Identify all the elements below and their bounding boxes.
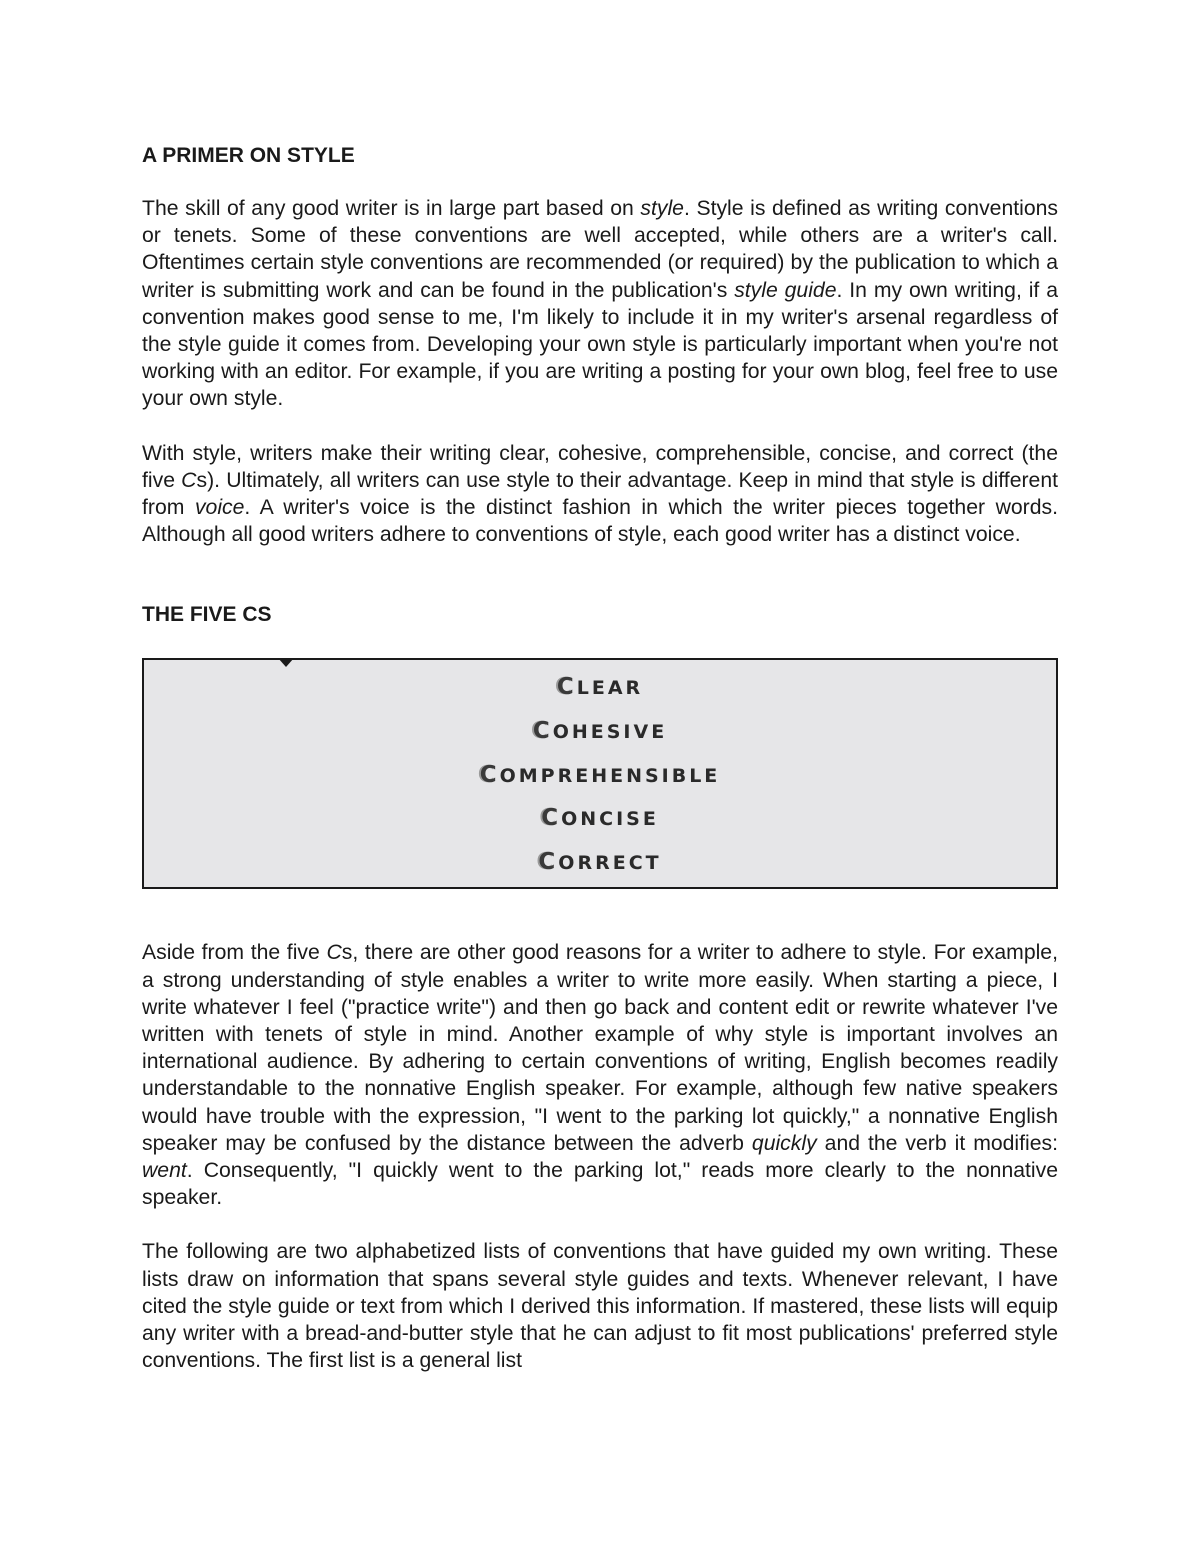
five-cs-item-concise: CONCISE — [541, 805, 659, 832]
text-run: Aside from the five — [142, 941, 327, 965]
text-run: . Style is defined as writing conventions or tenets. Some of these conventions are well accepted, while others are a writer's call. Oftentimes certain style conventions are recommended (or required) by the publication to which a writer is submitting work and can be found in the publication's — [142, 197, 1058, 302]
emphasized-text: C — [242, 603, 258, 627]
emphasized-text: voice — [194, 496, 245, 520]
document-page — [142, 141, 1058, 1401]
paragraph-reasons-for-style — [142, 939, 1058, 1211]
emphasized-text: style guide — [734, 278, 837, 302]
text-run: s, there are other good reasons for a writer to adhere to style. For example, a strong understanding of style enables a writer to write more easily. When starting a piece, I write whatever I feel ("practice write") and then go back and content edit or rewrite whatever I've written with tenets of style in mind. Another example of why style is important involves an international audience. By adhering to certain conventions of writing, English becomes readily understandable to the nonnative English speaker. For example, although few native speakers would have trouble with the expression, "I went to the parking lot quickly," a nonnative English speaker may be confused by the distance between the adverb — [142, 941, 1058, 1155]
five-cs-item-correct: CORRECT — [538, 848, 662, 875]
emphasized-text: C — [326, 941, 342, 965]
five-cs-item-comprehensible: COMPREHENSIBLE — [479, 761, 721, 788]
text-run: s). Ultimately, all writers can use style to their advantage. Keep in mind that style is different from — [142, 468, 1058, 520]
text-run: With style, writers make their writing clear, cohesive, comprehensible, concise, and correct (the five — [142, 441, 1058, 492]
paragraph-five-cs-intro — [142, 440, 1058, 549]
five-cs-list — [144, 666, 1056, 884]
five-cs-item-clear: CLEAR — [556, 674, 644, 701]
text-run: S — [257, 603, 272, 627]
paragraph-style-intro — [142, 195, 1058, 413]
emphasized-text: went — [142, 1159, 187, 1183]
section-heading-primer: A PRIMER ON STYLE — [142, 144, 355, 167]
five-cs-item-cohesive: COHESIVE — [532, 718, 668, 745]
text-run: and the verb it modifies: — [816, 1131, 1058, 1155]
paragraph-conventions-lists — [142, 1238, 1058, 1374]
text-run: The following are two alphabetized lists of conventions that have guided my own writing. These lists draw on information that spans several style guides and texts. Whenever relevant, I have cited the style guide or text from which I derived this information. If mastered, these lists will equip any writer with a bread-and-butter style that he can adjust to fit most publications' preferred style conventions. The first list is a general list — [142, 1240, 1058, 1373]
emphasized-text: C — [181, 468, 197, 492]
text-run: THE FIVE — [142, 603, 243, 627]
emphasized-text: quickly — [751, 1131, 817, 1155]
text-run: . In my own writing, if a convention makes good sense to me, I'm likely to include it in my writer's arsenal regardless of the style guide it comes from. Developing your own style is particularly important when you're not working with an editor. For example, if you are writing a posting for your own blog, feel free to use your own style. — [142, 278, 1058, 411]
text-run: . A writer's voice is the distinct fashion in which the writer pieces together words. Although all good writers adhere to conventions of style, each good writer has a distinct voice. — [142, 496, 1059, 547]
text-run: The skill of any good writer is in large part based on — [142, 197, 641, 220]
section-heading-five-cs — [142, 600, 1058, 630]
five-cs-box — [142, 658, 1058, 889]
emphasized-text: style — [640, 197, 684, 220]
text-run: . Consequently, "I quickly went to the parking lot," reads more clearly to the nonnative speaker. — [142, 1159, 1058, 1210]
